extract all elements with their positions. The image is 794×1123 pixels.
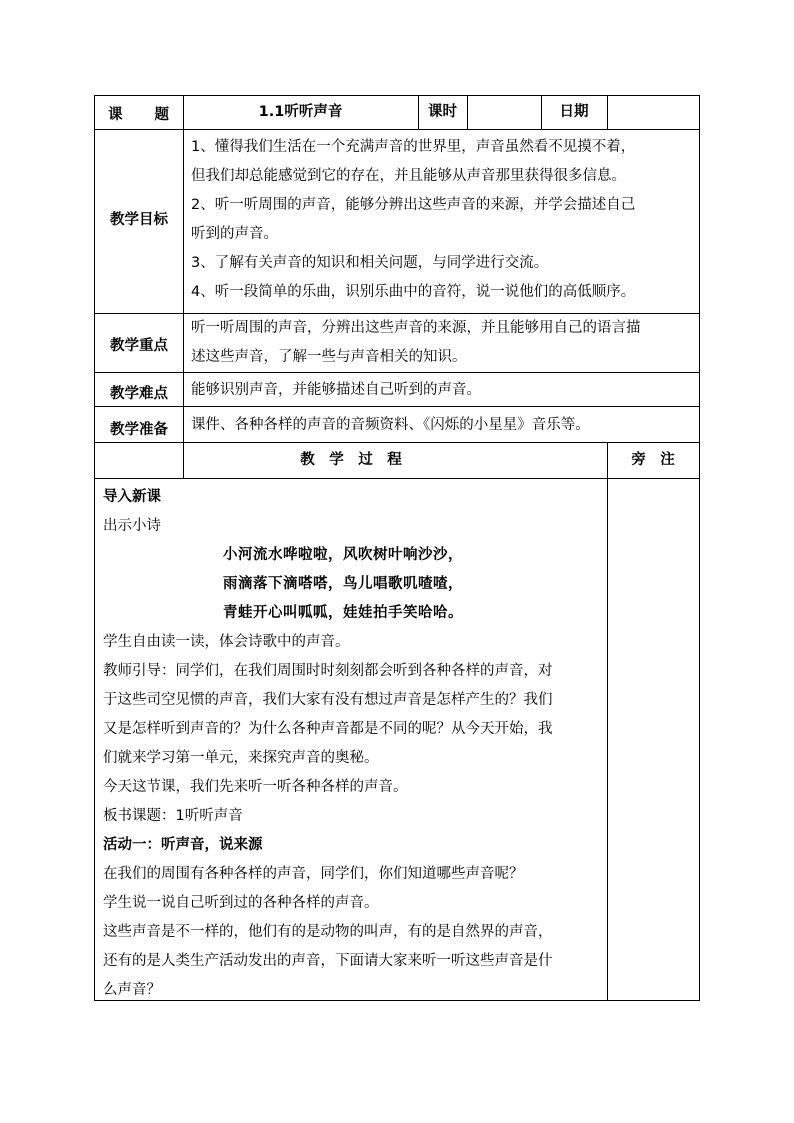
topic-label: 课 题 [108,107,170,123]
row-divider [95,129,699,130]
objective-line: 听到的声音。 [191,226,278,242]
activity1-heading: 活动一：听声音，说来源 [103,837,263,853]
preparation-text: 课件、各种各样的声音的音频资料、《闪烁的小星星》音乐等。 [191,417,590,433]
key-point-line: 听一听周围的声音，分辨出这些声音的来源，并且能够用自己的语言描 [191,320,641,336]
teacher-line: 又是怎样听到声音的？为什么各种声音都是不同的呢？从今天开始，我 [103,721,553,737]
row-divider [95,406,699,407]
objective-line: 2、听一听周围的声音，能够分辨出这些声音的来源，并学会描述自己 [191,197,636,213]
difficulties-label: 教学难点 [110,386,168,402]
row-divider [95,442,699,443]
process-line: 还有的是人类生产活动发出的声音，下面请大家来听一听这些声音是什 [103,953,553,969]
process-header: 教 学 过 程 [300,452,402,468]
poem-line: 小河流水哗啦啦，风吹树叶响沙沙， [223,547,463,563]
process-line: 在我们的周围有各种各样的声音，同学们，你们知道哪些声音呢？ [103,866,524,882]
col-divider [607,442,608,1000]
objective-line: 4、听一段简单的乐曲，识别乐曲中的音符，说一说他们的高低顺序。 [191,284,636,300]
col-divider [607,96,608,129]
objectives-label: 教学目标 [110,212,168,228]
board-title: 板书课题：1听听声音 [103,808,243,824]
col-divider [183,96,184,478]
lesson-title: 1.1听听声音 [258,104,343,120]
preparation-label: 教学准备 [110,422,168,438]
row-divider [95,372,699,373]
poem-line: 雨滴落下滴嗒嗒，鸟儿唱歌叽喳喳， [223,576,463,592]
row-divider [95,478,699,479]
objective-line: 3、了解有关声音的知识和相关问题，与同学进行交流。 [191,255,549,271]
notes-header: 旁 注 [631,452,675,468]
poem-line: 青蛙开心叫呱呱，娃娃拍手笑哈哈。 [223,605,463,621]
period-label: 课时 [428,104,457,120]
process-line: 这些声音是不一样的，他们有的是动物的叫声，有的是自然界的声音， [103,924,553,940]
key-points-label: 教学重点 [110,338,168,354]
key-point-line: 述这些声音，了解一些与声音相关的知识。 [191,349,467,365]
date-label: 日期 [559,104,589,120]
col-divider [467,96,468,129]
intro-heading: 导入新课 [103,489,161,505]
lesson-plan-table [94,95,700,1001]
process-line: 学生说一说自己听到过的各种各样的声音。 [103,895,379,911]
teacher-line: 们就来学习第一单元，来探究声音的奥秘。 [103,750,379,766]
objective-line: 1、懂得我们生活在一个充满声音的世界里，声音虽然看不见摸不着， [191,139,636,155]
process-line: 么声音？ [103,982,161,998]
student-read: 学生自由读一读，体会诗歌中的声音。 [103,634,350,650]
objective-line: 但我们却总能感觉到它的存在，并且能够从声音那里获得很多信息。 [191,168,626,184]
difficulties-text: 能够识别声音，并能够描述自己听到的声音。 [191,382,481,398]
teacher-line: 于这些司空见惯的声音，我们大家有没有想过声音是怎样产生的？我们 [103,692,553,708]
today-line: 今天这节课，我们先来听一听各种各样的声音。 [103,779,408,795]
teacher-line: 教师引导：同学们，在我们周围时时刻刻都会听到各种各样的声音，对 [103,663,553,679]
show-poem: 出示小诗 [103,518,161,534]
